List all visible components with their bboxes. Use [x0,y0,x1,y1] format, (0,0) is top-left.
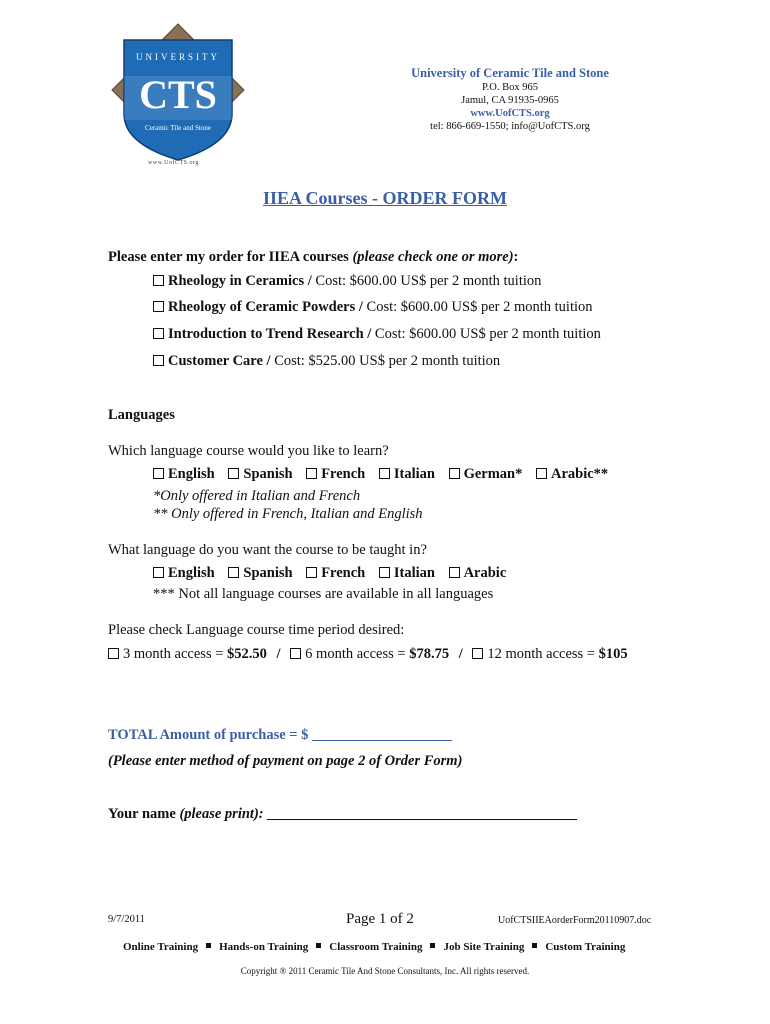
checkbox[interactable] [306,468,317,479]
name-row [108,806,577,823]
course-name: Rheology in Ceramics / [168,273,312,289]
course-name: Introduction to Trend Research / [168,326,372,342]
checkbox[interactable] [472,648,483,659]
period-option-6-month[interactable]: 6 month access = $78.75 [290,646,449,662]
name-label: Your name [108,806,180,822]
course-cost: Cost: $600.00 US$ per 2 month tuition [362,299,593,315]
logo-top-text: UNIVERSITY [136,52,220,62]
po-box: P.O. Box 965 [481,82,538,93]
taught-option[interactable]: Italian [379,565,435,581]
checkbox[interactable] [228,567,239,578]
checkbox[interactable] [536,468,547,479]
logo-bottom-text: Ceramic Tile and Stone [145,124,211,132]
learn-question: Which language course would you like to learn? [108,443,389,459]
checkbox[interactable] [379,468,390,479]
languages-heading: Languages [108,407,175,423]
order-prompt-italic: (please check one or more) [352,249,514,265]
course-name: Rheology of Ceramic Powders / [168,299,363,315]
taught-options [153,565,516,582]
footer-page: Page 1 of 2 [346,911,414,927]
period-question: Please check Language course time period desired: [108,622,405,638]
course-row [153,353,500,370]
footer-copyright: Copyright ® 2011 Ceramic Tile And Stone Consultants, Inc. All rights reserved. [240,966,530,976]
taught-option[interactable]: French [306,565,365,581]
order-prompt-main: Please enter my order for IIEA courses [108,249,353,265]
logo-url: www.UofCTS.org [148,160,199,166]
footer-nav [123,941,625,953]
learn-option[interactable]: English [153,466,215,482]
footer-date: 9/7/2011 [108,914,145,925]
order-prompt [108,249,518,266]
course-cost: Cost: $600.00 US$ per 2 month tuition [311,273,542,289]
bullet-icon [206,943,211,948]
period-option-12-month[interactable]: 12 month access = $105 [472,646,627,662]
total-label: TOTAL Amount of purchase = $ [108,727,313,743]
period-option-3-month[interactable]: 3 month access = $52.50 [108,646,267,662]
checkbox[interactable] [153,567,164,578]
bullet-icon [532,943,537,948]
separator: / [458,646,463,662]
payment-note: (Please enter method of payment on page 2 of Order Form) [108,753,463,769]
nav-classroom-training: Classroom Training [329,941,423,953]
cts-logo [110,22,246,172]
course-checkbox[interactable] [153,355,164,366]
course-checkbox[interactable] [153,275,164,286]
checkbox[interactable] [228,468,239,479]
taught-option[interactable]: Arabic [449,565,507,581]
checkbox[interactable] [449,567,460,578]
checkbox[interactable] [306,567,317,578]
course-cost: Cost: $600.00 US$ per 2 month tuition [371,326,601,342]
name-input-line[interactable] [267,819,577,820]
checkbox[interactable] [108,648,119,659]
checkbox[interactable] [449,468,460,479]
contact-info: tel: 866-669-1550; info@UofCTS.org [430,121,590,132]
city: Jamul, CA 91935-0965 [461,95,559,106]
logo-main-text: CTS [139,72,217,117]
nav-job-site-training: Job Site Training [443,941,525,953]
total-row [108,727,452,744]
separator: / [276,646,281,662]
name-label-italic: (please print): [179,806,264,822]
nav-hands-on-training: Hands-on Training [219,941,309,953]
learn-option[interactable]: French [306,466,365,482]
org-name: University of Ceramic Tile and Stone [411,66,609,80]
taught-note: *** Not all language courses are available in all languages [153,586,494,602]
period-options [108,646,628,663]
bullet-icon [316,943,321,948]
taught-option[interactable]: English [153,565,215,581]
course-name: Customer Care / [168,353,271,369]
footer-doc-name: UofCTSIIEAorderForm20110907.doc [498,915,652,926]
total-amount-field[interactable] [312,740,452,741]
learn-options [153,466,618,483]
nav-custom-training: Custom Training [545,941,626,953]
website-link[interactable]: www.UofCTS.org [470,108,550,119]
taught-question: What language do you want the course to be taught in? [108,542,427,558]
learn-option[interactable]: German* [449,466,523,482]
nav-online-training: Online Training [123,941,199,953]
page-title: IIEA Courses - ORDER FORM [262,188,507,208]
learn-option[interactable]: Arabic** [536,466,608,482]
course-row [153,299,593,316]
learn-note-1: *Only offered in Italian and French [153,488,361,504]
course-row [153,273,541,290]
order-prompt-end: : [513,249,519,265]
learn-note-2: ** Only offered in French, Italian and English [153,506,423,522]
bullet-icon [430,943,435,948]
taught-option[interactable]: Spanish [228,565,292,581]
learn-option[interactable]: Spanish [228,466,292,482]
learn-option[interactable]: Italian [379,466,435,482]
course-checkbox[interactable] [153,301,164,312]
course-row [153,326,601,343]
course-cost: Cost: $525.00 US$ per 2 month tuition [270,353,501,369]
checkbox[interactable] [290,648,301,659]
checkbox[interactable] [379,567,390,578]
course-checkbox[interactable] [153,328,164,339]
checkbox[interactable] [153,468,164,479]
